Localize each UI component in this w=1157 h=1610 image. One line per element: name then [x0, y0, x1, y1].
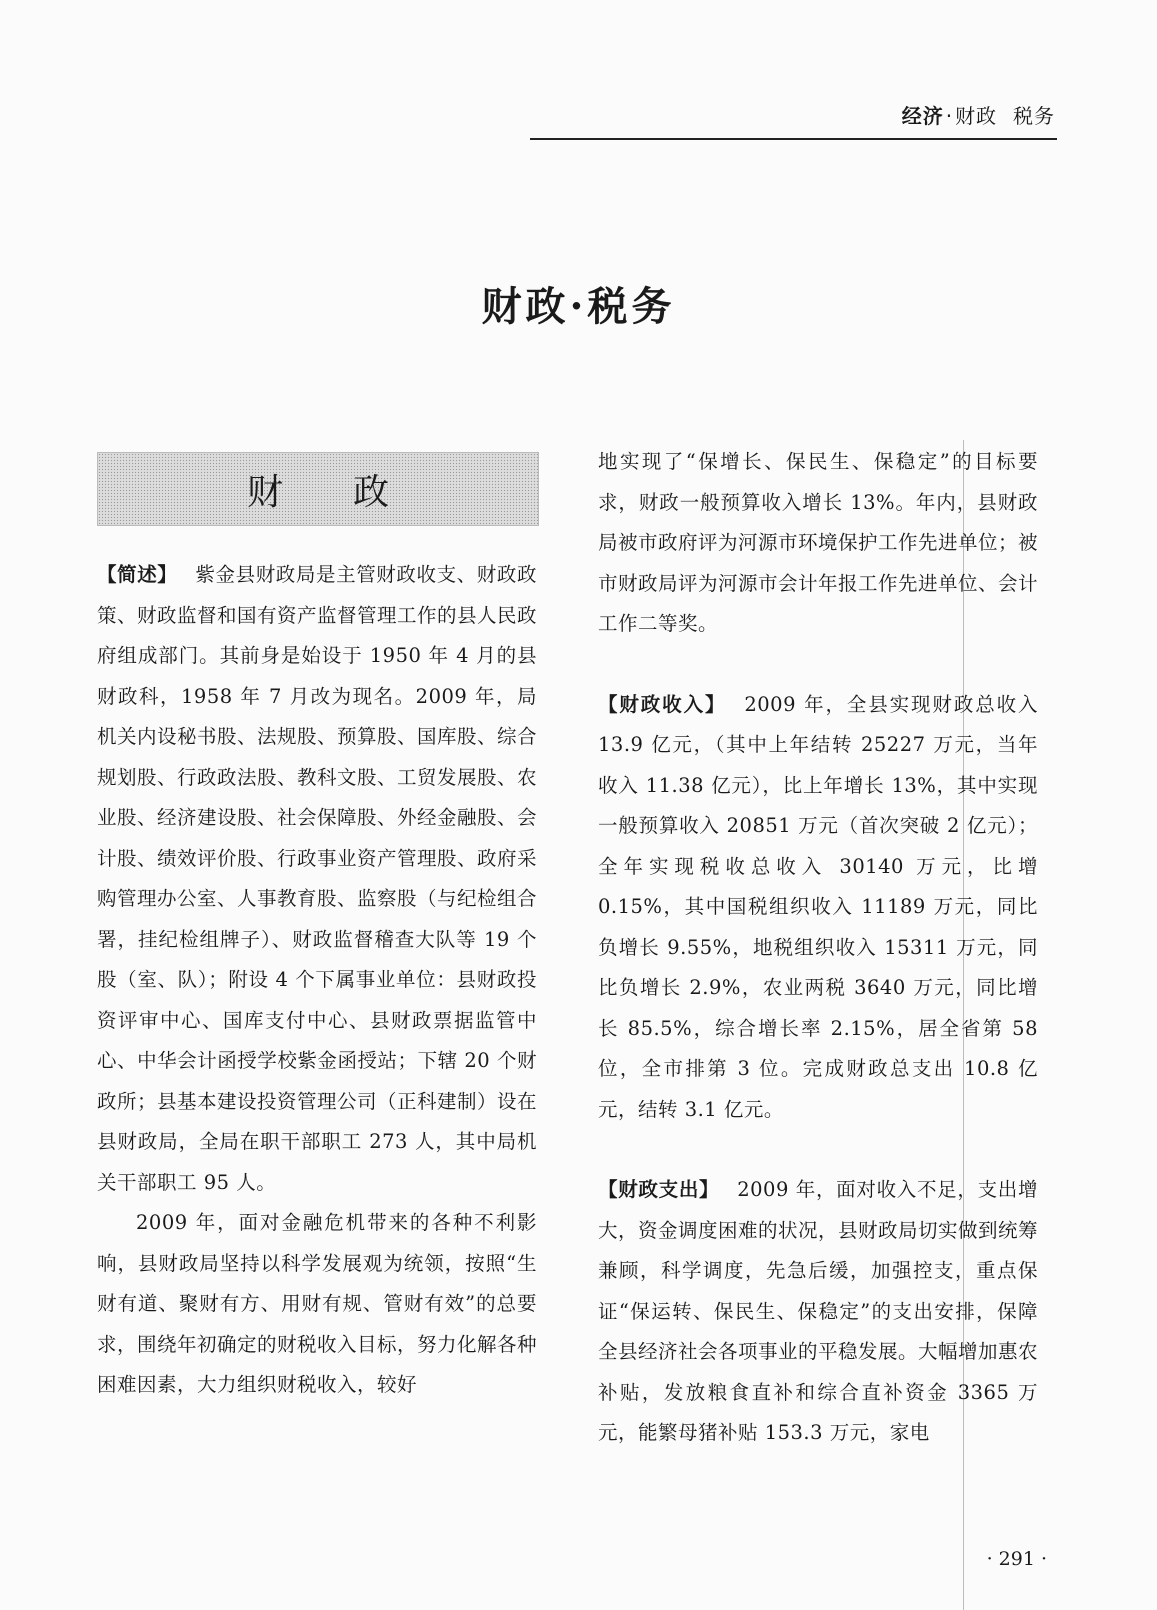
expenditure-text: 2009 年，面对收入不足，支出增大，资金调度困难的状况，县财政局切实做到统筹兼顾，科学调度，先急后缓，加强控支，重点保证“保运转、保民生、保稳定”的支出安排，保障全县经济社会各项事业的平稳发展。大幅增加惠农补贴，发放粮食直补和综合直补资金 3365 万元，能繁母猪补贴 153.3 万元，家电 — [598, 1178, 1039, 1444]
expenditure-tag: 【财政支出】 — [598, 1178, 720, 1201]
overview-paragraph — [97, 555, 537, 1203]
running-head-separator: · — [945, 104, 954, 128]
continuation-paragraph: 地实现了“保增长、保民生、保稳定”的目标要求，财政一般预算收入增长 13%。年内，县财政局被市政府评为河源市环境保护工作先进单位；被市财政局评为河源市会计年报工作先进单位、会计工作二等奖。 — [598, 450, 1039, 635]
section-heading: 财政 — [246, 471, 459, 513]
left-column — [97, 555, 537, 1406]
running-head — [902, 100, 1055, 129]
revenue-tag: 【财政收入】 — [598, 692, 727, 716]
header-rule — [530, 138, 1057, 140]
revenue-paragraph — [598, 685, 1038, 1131]
summary-paragraph: 2009 年，面对金融危机带来的各种不利影响，县财政局坚持以科学发展观为统领，按照“生财有道、聚财有方、用财有规、管财有效”的总要求，围绕年初确定的财税收入目标，努力化解各种困难因素，大力组织财税收入，较好 — [97, 1211, 538, 1396]
running-head-part1: 财政 — [955, 104, 998, 128]
running-head-part2: 税务 — [1013, 104, 1055, 128]
expenditure-paragraph — [598, 1170, 1038, 1454]
section-heading-box — [97, 452, 539, 526]
running-head-main: 经济 — [901, 104, 944, 128]
revenue-text: 2009 年，全县实现财政总收入 13.9 亿元，（其中上年结转 25227 万元，当年收入 11.38 亿元），比上年增长 13%，其中实现一般预算收入 20851 万元（首次突破 2 亿元）；全年实现税收总收入 30140 万元，比增 0.15%，其中国税组织收入 11189 万元，同比负增长 9.55%，地税组织收入 15311 万元，同比负增长 2.9%，农业两税 3640 万元，同比增长 85.5%，综合增长率 2.15%，居全省第 58 位，全市排第 3 位。完成财政总支出 10.8 亿元，结转 3.1 亿元。 — [598, 692, 1038, 1121]
overview-tag: 【简述】 — [97, 563, 178, 586]
page-title: 财政·税务 — [481, 283, 676, 330]
right-column — [598, 442, 1038, 1454]
overview-text: 紫金县财政局是主管财政收支、财政政策、财政监督和国有资产监督管理工作的县人民政府组成部门。其前身是始设于 1950 年 4 月的县财政科，1958 年 7 月改为现名。2009 年，局机关内设秘书股、法规股、预算股、国库股、综合规划股、行政政法股、教科文股、工贸发展股、农业股、经济建设股、社会保障股、外经金融股、会计股、绩效评价股、行政事业资产管理股、政府采购管理办公室、人事教育股、监察股（与纪检组合署，挂纪检组牌子）、财政监督稽查大队等 19 个股（室、队）；附设 4 个下属事业单位：县财政投资评审中心、国库支付中心、县财政票据监管中心、中华会计函授学校紫金函授站；下辖 20 个财政所；县基本建设投资管理公司（正科建制）设在县财政局，全局在职干部职工 273 人，其中局机关干部职工 95 人。 — [97, 563, 538, 1194]
page-number: · 291 · — [986, 1548, 1047, 1570]
